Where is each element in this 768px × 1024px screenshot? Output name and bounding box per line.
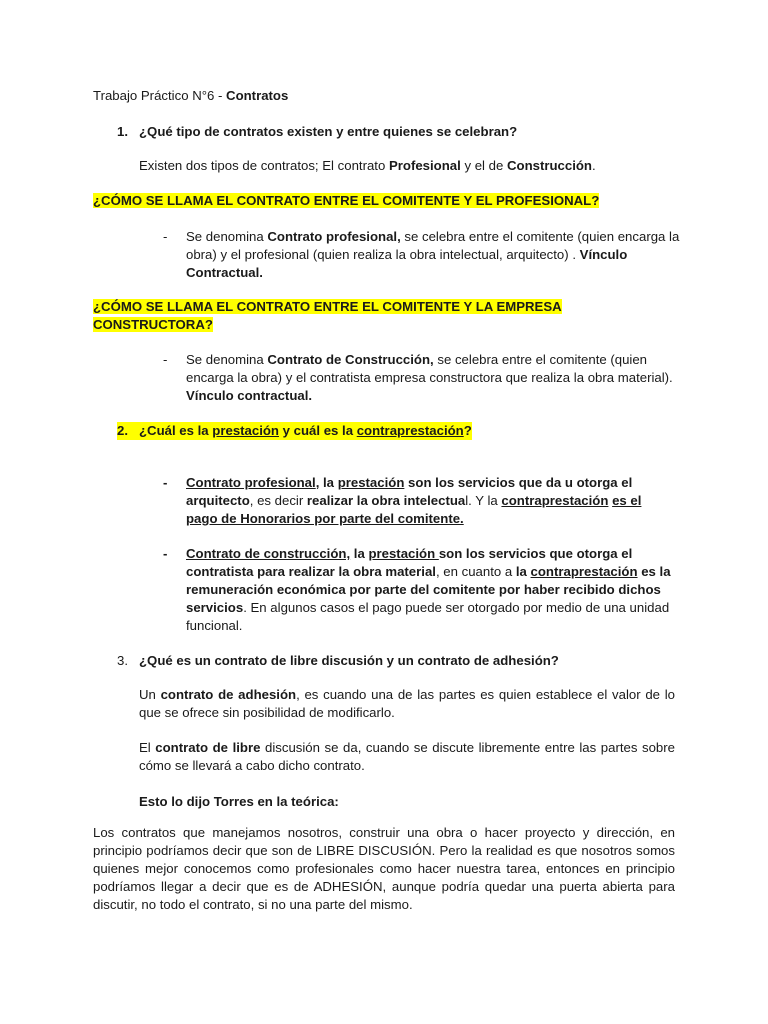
highlighted-heading-profesional (93, 192, 713, 210)
question-2: 2. ¿Cuál es la prestación y cuál es la contraprestación? (117, 423, 472, 438)
answer-text: y el de (460, 158, 507, 173)
title-prefix: Trabajo Práctico N°6 - (93, 88, 227, 103)
page-title (93, 87, 693, 105)
question-1 (117, 123, 697, 141)
bullet-text: Contrato profesional, la prestación son los servicios que da u otorga el arquitecto, es decir realizar la obra intelectual. Y la contraprestación es el pago de Honorarios por parte del comitente. (186, 475, 642, 526)
torres-note: Esto lo dijo Torres en la teórica: (139, 794, 339, 809)
heading-text: ¿CÓMO SE LLAMA EL CONTRATO ENTRE EL COMITENTE Y EL PROFESIONAL? (93, 193, 600, 208)
highlighted-heading-constructora (93, 298, 713, 334)
question-3-number: 3. (117, 653, 128, 668)
question-2-number: 2. (117, 423, 128, 438)
bullet-dash: - (163, 229, 168, 244)
bullet-contrato-profesional (163, 228, 683, 282)
bullet-dash: - (163, 546, 168, 561)
bullet-text: Se denomina Contrato de Construcción, se celebra entre el comitente (quien encarga la obra) y el contratista empresa constructora que realiza la obra material). Vínculo contractual. (186, 352, 673, 403)
heading-line-2: CONSTRUCTORA? (93, 317, 213, 332)
question-3 (117, 652, 707, 670)
answer-bold-profesional: Profesional (388, 158, 461, 173)
bullet-text: Se denomina Contrato profesional, se celebra entre el comitente (quien encarga la obra) y el profesional (quien realiza la obra intelectual, arquitecto) . Vínculo Contractual. (186, 229, 680, 280)
prestacion-term: prestación (212, 423, 279, 438)
question-1-answer (139, 157, 699, 175)
question-1-number: 1. (117, 124, 128, 139)
bullet-prestacion-construccion (163, 545, 677, 635)
final-paragraph: Los contratos que manejamos nosotros, construir una obra o hacer proyecto y dirección, en principio podríamos decir que son de LIBRE DISCUSIÓN. Pero la realidad es que nosotros somos quienes mejor conocemos como profesionales como hacer nuestra tarea, entonces en principio podríamos llegar a decir que es de ADHESIÓN, aunque podría quedar una puerta abierta para discutir, no todo el contrato, si no una parte del mismo. (93, 825, 675, 912)
answer-text: Existen dos tipos de contratos; El contrato (139, 158, 389, 173)
bullet-contrato-construccion (163, 351, 683, 405)
question-1-text: ¿Qué tipo de contratos existen y entre quienes se celebran? (139, 124, 518, 139)
question-3-text: ¿Qué es un contrato de libre discusión y un contrato de adhesión? (139, 653, 559, 668)
bullet-dash: - (163, 352, 168, 367)
bullet-text: Contrato de construcción, la prestación son los servicios que otorga el contratista para realizar la obra material, en cuanto a la contraprestación es la remuneración económica por parte del comitente por haber recibido dichos servicios. En algunos casos el pago puede ser otorgado por medio de una unidad funcional. (186, 546, 671, 633)
answer-text: . (591, 158, 596, 173)
bullet-dash: - (163, 475, 168, 490)
libre-discusion-paragraph: El contrato de libre discusión se da, cuando se discute libremente entre las partes sobre cómo se llevará a cabo dicho contrato. (139, 740, 675, 773)
title-bold: Contratos (226, 88, 289, 103)
adhesion-paragraph: Un contrato de adhesión, es cuando una de las partes es quien establece el valor de lo que se ofrece sin posibilidad de modificarlo. (139, 687, 675, 720)
contraprestacion-term: contraprestación (356, 423, 464, 438)
heading-line-1: ¿CÓMO SE LLAMA EL CONTRATO ENTRE EL COMITENTE Y LA EMPRESA (93, 299, 562, 314)
answer-bold-construccion: Construcción (506, 158, 592, 173)
bullet-prestacion-profesional (163, 474, 669, 528)
